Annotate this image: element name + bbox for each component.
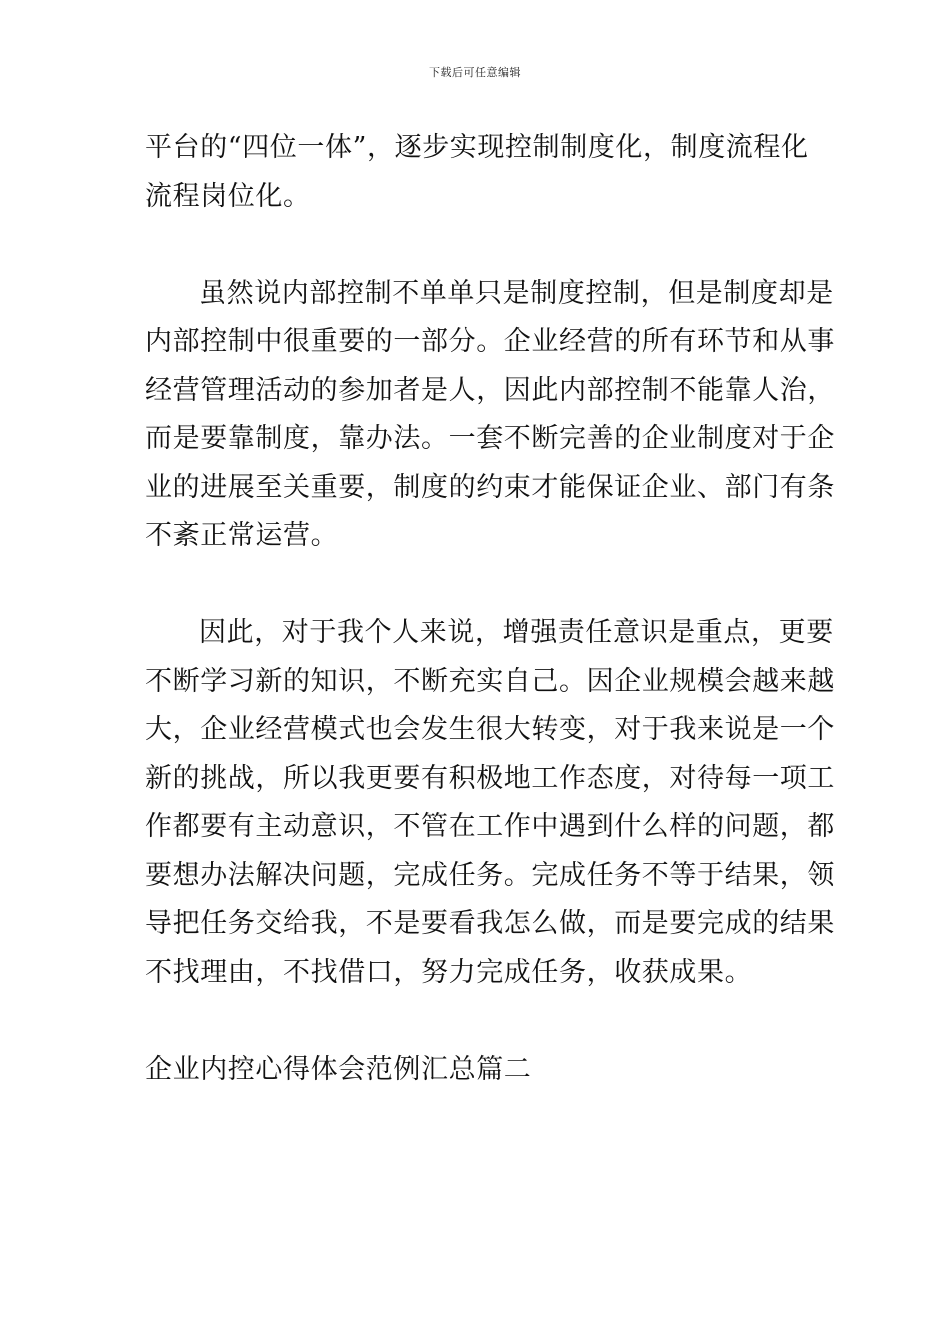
paragraph-line: 而是要靠制度，靠办法。一套不断完善的企业制度对于企 — [145, 423, 835, 454]
paragraph-gap — [145, 997, 807, 1046]
paragraph-line: 不紊正常运营。 — [145, 520, 339, 551]
paragraph-line: 内部控制中很重要的一部分。企业经营的所有环节和从事 — [145, 326, 835, 357]
paragraph-3 — [145, 609, 835, 997]
paragraph-line: 平台的“四位一体”，逐步实现控制制度化，制度流程化 — [145, 132, 809, 163]
paragraph-line: 流程岗位化。 — [145, 180, 311, 212]
paragraph-1 — [145, 124, 807, 221]
paragraph-line: 大，企业经营模式也会发生很大转变，对于我来说是一个 — [145, 714, 835, 745]
paragraph-line: 导把任务交给我，不是要看我怎么做，而是要完成的结果 — [145, 908, 835, 939]
paragraph-line: 新的挑战，所以我更要有积极地工作态度，对待每一项工 — [145, 762, 835, 794]
paragraph-line: 业的进展至关重要，制度的约束才能保证企业、部门有条 — [145, 471, 835, 503]
paragraph-line: 作都要有主动意识，不管在工作中遇到什么样的问题，都 — [145, 811, 835, 842]
paragraph-gap — [145, 221, 807, 270]
paragraph-2 — [145, 270, 835, 561]
section-heading: 企业内控心得体会范例汇总篇二 — [145, 1053, 532, 1085]
paragraph-line: 经营管理活动的参加者是人，因此内部控制不能靠人治， — [145, 374, 835, 406]
paragraph-line: 不找理由，不找借口，努力完成任务，收获成果。 — [145, 956, 753, 988]
document-body — [145, 124, 835, 1094]
paragraph-line: 虽然说内部控制不单单只是制度控制，但是制度却是 — [199, 277, 834, 309]
paragraph-line: 不断学习新的知识，不断充实自己。因企业规模会越来越 — [145, 665, 835, 697]
paragraph-line: 要想办法解决问题，完成任务。完成任务不等于结果，领 — [145, 859, 835, 891]
paragraph-gap — [145, 561, 807, 610]
header-note: 下载后可任意编辑 — [429, 66, 521, 79]
paragraph-line: 因此，对于我个人来说，增强责任意识是重点，更要 — [199, 617, 834, 648]
